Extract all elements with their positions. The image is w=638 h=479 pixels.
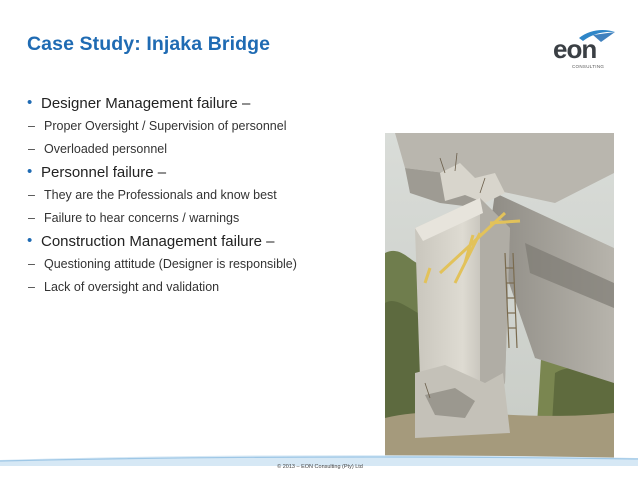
dash-marker: –: [28, 211, 35, 225]
bullet-text: Construction Management failure –: [41, 233, 275, 250]
sub-bullet-item: [28, 210, 366, 226]
sub-bullet-text: Questioning attitude (Designer is responsible): [44, 257, 297, 271]
bullet-marker: •: [27, 94, 33, 111]
dash-marker: –: [28, 188, 35, 202]
bullet-item: [26, 95, 366, 113]
bullet-text: Personnel failure –: [41, 164, 167, 181]
sub-bullet-text: Lack of oversight and validation: [44, 280, 220, 294]
dash-marker: –: [28, 119, 35, 133]
dash-marker: –: [28, 142, 35, 156]
sub-bullet-item: [28, 279, 366, 295]
bullet-item: [26, 233, 366, 251]
sub-bullet-item: [28, 118, 366, 134]
bullet-marker: •: [27, 163, 33, 180]
sub-bullet-text: Overloaded personnel: [44, 142, 167, 156]
sub-bullet-item: [28, 187, 366, 203]
dash-marker: –: [28, 280, 35, 294]
bullet-item: [26, 164, 366, 182]
bullet-text: Designer Management failure –: [41, 95, 251, 112]
logo-subtitle: CONSULTING: [572, 64, 605, 69]
logo-word: eon: [553, 34, 597, 64]
sub-bullet-item: [28, 141, 366, 157]
sub-bullet-item: [28, 256, 366, 272]
sub-bullet-text: Proper Oversight / Supervision of personnel: [44, 119, 287, 133]
footer-copyright: © 2013 – EON Consulting (Pty) Ltd: [277, 464, 363, 470]
collapsed-bridge-photo: [385, 133, 614, 458]
sub-bullet-text: They are the Professionals and know best: [44, 188, 277, 202]
slide-title: Case Study: Injaka Bridge: [27, 33, 271, 55]
bullet-marker: •: [27, 232, 33, 249]
eon-logo: [545, 26, 617, 74]
sub-bullet-text: Failure to hear concerns / warnings: [44, 211, 240, 225]
bullet-list: [26, 95, 366, 302]
dash-marker: –: [28, 257, 35, 271]
